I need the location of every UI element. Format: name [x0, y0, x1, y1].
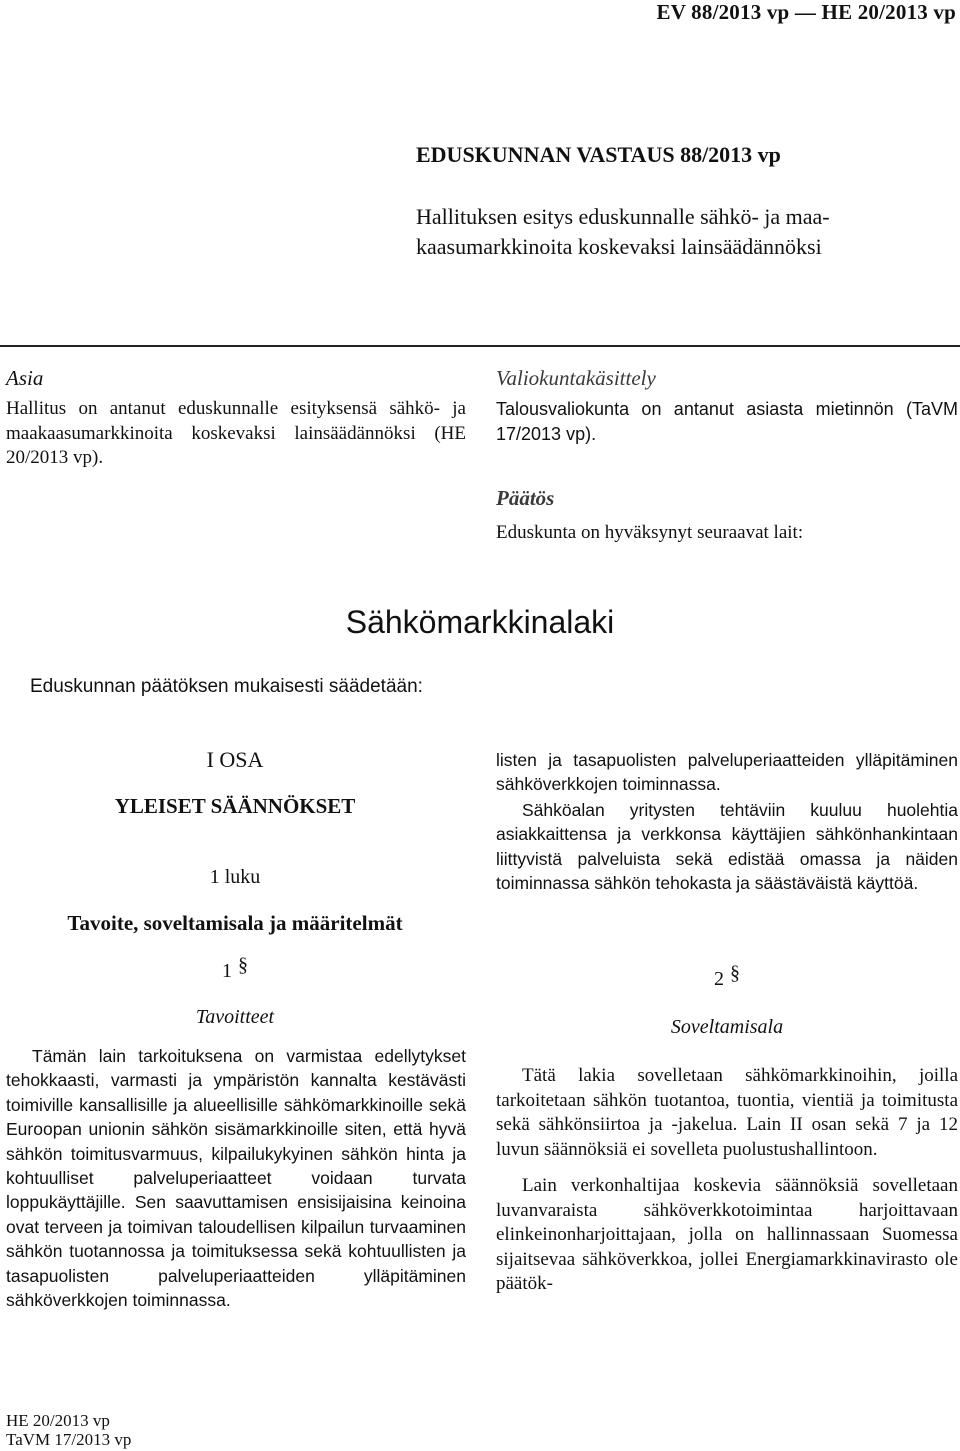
enactment-clause: Eduskunnan päätöksen mukaisesti säädetään: [30, 676, 423, 697]
section-sign-icon: § [238, 954, 248, 976]
subtitle-line-2: kaasumarkkinoita koskevaksi lainsäädännöksi [416, 234, 822, 259]
section-2-title: Soveltamisala [670, 1016, 784, 1038]
valiokunta-text: Talousvaliokunta on antanut asiasta mietinnön (TaVM 17/2013 vp). [496, 399, 958, 444]
asia-section [6, 366, 466, 471]
section-1-number [0, 954, 470, 983]
section-2-paragraph-1: Tätä lakia sovelletaan sähkömarkkinoihin, joilla tarkoitetaan sähkön tuotantoa, tuontia, vientiä ja toimitusta sekä sähkönsiirtoa ja -jakelua. Lain II osan sekä 7 ja 12 luvun säännöksiä ei sovelleta puolustushallintoon. [496, 1065, 958, 1160]
section-number: 1 [222, 960, 232, 982]
document-subtitle [416, 202, 956, 262]
section-1-paragraph: Tämän lain tarkoituksena on varmistaa edellytykset tehokkaasti, varmasti ja ympäristön kannalta kestävästi toimiville kansallisille ja alueellisille sähkömarkkinoille sekä Euroopan unionin sähkön sisämarkkinoille siten, että hyvä sähkön toimitusvarmuus, kilpailukykyinen sähkön hinta ja kohtuulliset palveluperiaatteet voidaan turvata loppukäyttäjille. Sen saavuttamisen ensisijaisina keinoina ovat terveen ja toimivan taloudellisen kilpailun turvaaminen sähkön tuotannossa ja toimituksessa sekä kohtuullisten ja tasapuolisten palveluperiaatteiden ylläpitäminen sähköverkkojen toiminnassa. [6, 1046, 466, 1311]
page-header: EV 88/2013 vp — HE 20/2013 vp [656, 0, 956, 24]
part-title: YLEISET SÄÄNNÖKSET [114, 794, 356, 818]
valiokunta-heading: Valiokuntakäsittely [496, 366, 656, 390]
page-footer [6, 1411, 131, 1449]
paatos-section [496, 486, 958, 546]
chapter-title: Tavoite, soveltamisala ja määritelmät [67, 911, 403, 935]
asia-heading: Asia [6, 366, 44, 390]
section-number: 2 [714, 968, 724, 990]
horizontal-rule [0, 345, 960, 347]
paatos-text: Eduskunta on hyväksynyt seuraavat lait: [496, 522, 804, 543]
section-1-continuation: listen ja tasapuolisten palveluperiaatteiden ylläpitäminen sähköverkkojen toiminnassa. [496, 750, 958, 795]
footer-line-1: HE 20/2013 vp [6, 1411, 110, 1430]
section-1-title: Tavoitteet [195, 1006, 275, 1028]
section-2-paragraph-2: Lain verkonhaltijaa koskevia säännöksiä sovelletaan luvanvaraista sähköverkkotoimintaa harjoittavaan elinkeinonharjoittajaan, jolla on hallinnassaan Suomessa sijaitsevaa sähköverkkoa, jollei Energiamarkkinavirasto ole päätök- [496, 1175, 958, 1294]
footer-line-2: TaVM 17/2013 vp [6, 1430, 132, 1449]
section-2-number [496, 962, 958, 991]
document-title: EDUSKUNNAN VASTAUS 88/2013 vp [416, 142, 781, 167]
law-title: Sähkömarkkinalaki [345, 604, 615, 640]
valiokunta-section [496, 366, 958, 446]
subtitle-line-1: Hallituksen esitys eduskunnalle sähkö- ja maa- [416, 204, 830, 229]
chapter-label: 1 luku [209, 866, 261, 888]
paatos-heading: Päätös [496, 486, 555, 510]
section-sign-icon: § [730, 962, 740, 984]
asia-text: Hallitus on antanut eduskunnalle esityksensä sähkö- ja maakaasumarkkinoita koskevaksi lainsäädännöksi (HE 20/2013 vp). [6, 398, 466, 468]
part-label: I OSA [206, 747, 264, 772]
section-1-paragraph-2: Sähköalan yritysten tehtäviin kuuluu huolehtia asiakkaittensa ja verkkonsa käyttäjien sähkönhankintaan liittyvistä palveluista sekä edistää omassa ja näiden toiminnassa sähkön tehokasta ja säästäväistä käyttöä. [496, 800, 958, 894]
